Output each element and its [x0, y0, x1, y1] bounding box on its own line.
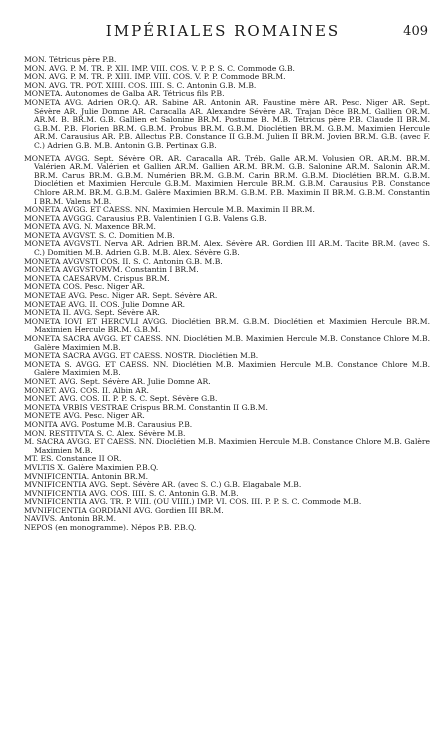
legend-entry: MVNIFICENTIA AVG. COS. IIII. S. C. Antonin G.B. M.B.: [24, 488, 239, 498]
legend-entry: MONETA AVGVSTORVM. Constantin I BR.M.: [24, 265, 199, 275]
legend-entry: MONET. AVG. COS. II. Albin AR.: [24, 385, 149, 395]
legend-entry: MT. ES. Constance II OR.: [24, 454, 122, 464]
legend-entry: MONETA AVGVSTI. Nerva AR. Adrien BR.M. Alex. Sévère AR. Gordien III AR.M. Tacite BR.M. (avec S. C.) Domitien M.B. Adrien G.B. M.B. Alex. Sévère G.B.: [24, 239, 430, 258]
legend-entry: MVNIFICENTIA. Antonin BR.M.: [24, 471, 149, 481]
legend-entry: MONETAE AVG. II. COS. Julie Domne AR.: [24, 299, 186, 309]
legend-entry: MONETA SACRA AVGG. ET CAESS. NOSTR. Dioclétien M.B.: [24, 351, 259, 361]
legend-entry: MONETA COS. Pesc. Niger AR.: [24, 282, 145, 292]
legend-entry: MONETA II. AVG. Sept. Sévère AR.: [24, 308, 160, 318]
legend-entry: MONETA AVGG. ET CAESS. NN. Maximien Hercule M.B. Maximin II BR.M.: [24, 205, 315, 215]
legend-entry: M. SACRA AVGG. ET CAESS. NN. Dioclétien M.B. Maximien Hercule M.B. Constance Chlore M.B. Galère Maximien M.B.: [24, 437, 430, 455]
legend-entry: MVNIFICENTIA AVG. TR. P. VIII. (OU VIIII.) IMP. VI. COS. III. P. P. S. C. Commode M.B.: [24, 497, 362, 507]
legend-entry: MVLTIS X. Galère Maximien P.B.Q.: [24, 462, 159, 472]
legend-entry: MONETA AVGG. Sept. Sévère OR. AR. Caracalla AR. Tréb. Galle AR.M. Volusien OR. AR.M. BR.M. Valérien AR.M. Valérien et Gallien AR.M. Gallien AR.M. BR.M. G.B. Salonine AR.M. Salonin AR.M. BR.M. Carus BR.M. G.B.M. Numérien BR.M. G.B.M. Carin BR.M. G.B.M. Dioclétien BR.M. G.B.M. Dioclétien et Maximien Hercule G.B.M. Maximien Hercule BR.M. G.B.M. Carausius P.B. Constance Chlore AR.M. BR.M. G.B.M. Galère Maximien BR.M. G.B.M. P.B. Maximin II BR.M. G.B.M. Constantin I BR.M. Valens M.B.: [24, 153, 430, 206]
legend-entry: MON. AVG. P. M. TR. P. XIII. IMP. VIII. COS. V. P. P. Commode BR.M.: [24, 72, 286, 82]
legend-entry: MVNIFICENTIA GORDIANI AVG. Gordien III BR.M.: [24, 505, 224, 515]
legend-entry: MONETA AVGVSTI COS. II. S. C. Antonin G.B. M.B.: [24, 256, 223, 266]
legend-entry: MONET. AVG. Sept. Sévère AR. Julie Domne AR.: [24, 376, 211, 386]
legend-entry: MON. RESTITVTA S. C. Alex. Sévère M.B.: [24, 428, 186, 438]
legend-entry: MONETA AVGVST. S. C. Domitien M.B.: [24, 230, 175, 240]
legend-entry: MONETA. Autonomes de Galba AR. Tétricus fils P.B.: [24, 89, 225, 99]
legend-entry: MONITA AVG. Postume M.B. Carausius P.B.: [24, 419, 193, 429]
legend-entry: MONET. AVG. COS. II. P. P. S. C. Sept. Sévère G.B.: [24, 394, 218, 404]
legend-entry: NEPOS (en monogramme). Népos P.B. P.B.Q.: [24, 523, 197, 533]
coin-legend-list: [24, 56, 430, 746]
legend-entry: MONETA AVGGG. Carausius P.B. Valentinien I G.B. Valens G.B.: [24, 213, 267, 223]
legend-entry: MONETA S. AVGG. ET CAESS. NN. Dioclétien M.B. Maximien Hercule M.B. Constance Chlore M.B. Galère Maximien M.B.: [24, 359, 430, 378]
legend-entry: MVNIFICENTIA AVG. Sept. Sévère AR. (avec S. C.) G.B. Elagabale M.B.: [24, 480, 302, 490]
legend-entry: MONETA VRBIS VESTRAE Crispus BR.M. Constantin II G.B.M.: [24, 402, 268, 412]
legend-entry: MON. AVG. TR. POT. XIIII. COS. IIII. S. C. Antonin G.B. M.B.: [24, 80, 257, 90]
legend-entry: MONETA IOVI ET HERCVLI AVGG. Dioclétien BR.M. G.B.M. Dioclétien et Maximien Hercule BR.M. Maximien Hercule BR.M. G.B.M.: [24, 316, 430, 335]
legend-entry: NAVIVS. Antonin BR.M.: [24, 514, 116, 524]
page-title: IMPÉRIALES ROMAINES: [105, 22, 341, 40]
legend-entry: MONETA AVG. Adrien OR.Q. AR. Sabine AR. Antonin AR. Faustine mère AR. Pesc. Niger AR. Sept. Sévère AR. Julie Domne AR. Caracalla AR. Alexandre Sévère AR. Trajan Dèce BR.M. Gallien OR.M. AR.M. B. BR.M. G.B. Gallien et Salonine BR.M. Postume B. M.B. Tétricus père P.B. Claude II BR.M. G.B.M. P.B. Florien BR.M. G.B.M. Probus BR.M. G.B.M. Dioclétien BR.M. G.B.M. Maximien Hercule AR.M. Carausius AR. P.B. Allectus P.B. Constance II G.B.M. Julien II BR.M. Jovien BR.M. G.B. (avec F. C.) Adrien G.B. M.B. Antonin G.B. Pertinax G.B.: [24, 97, 430, 150]
legend-entry: MONETA AVG. N. Maxence BR.M.: [24, 222, 156, 232]
legend-entry: MON. Tétricus père P.B.: [24, 55, 117, 64]
page-number: 409: [403, 24, 428, 39]
page-header: [0, 8, 446, 48]
legend-entry: MON. AVG. P. M. TR. P. XII. IMP. VIII. COS. V. P. P. S. C. Commode G.B.: [24, 63, 295, 73]
legend-entry: MONETA SACRA AVGG. ET CAESS. NN. Dioclétien M.B. Maximien Hercule M.B. Constance Chlore M.B. Galère Maximien M.B.: [24, 334, 430, 352]
legend-entry: MONETA CAESARVM. Crispus BR.M.: [24, 273, 170, 283]
legend-entry: MONETAE AVG. Pesc. Niger AR. Sept. Sévère AR.: [24, 291, 218, 301]
legend-entry: MONETE AVG. Pesc. Niger AR.: [24, 411, 145, 421]
